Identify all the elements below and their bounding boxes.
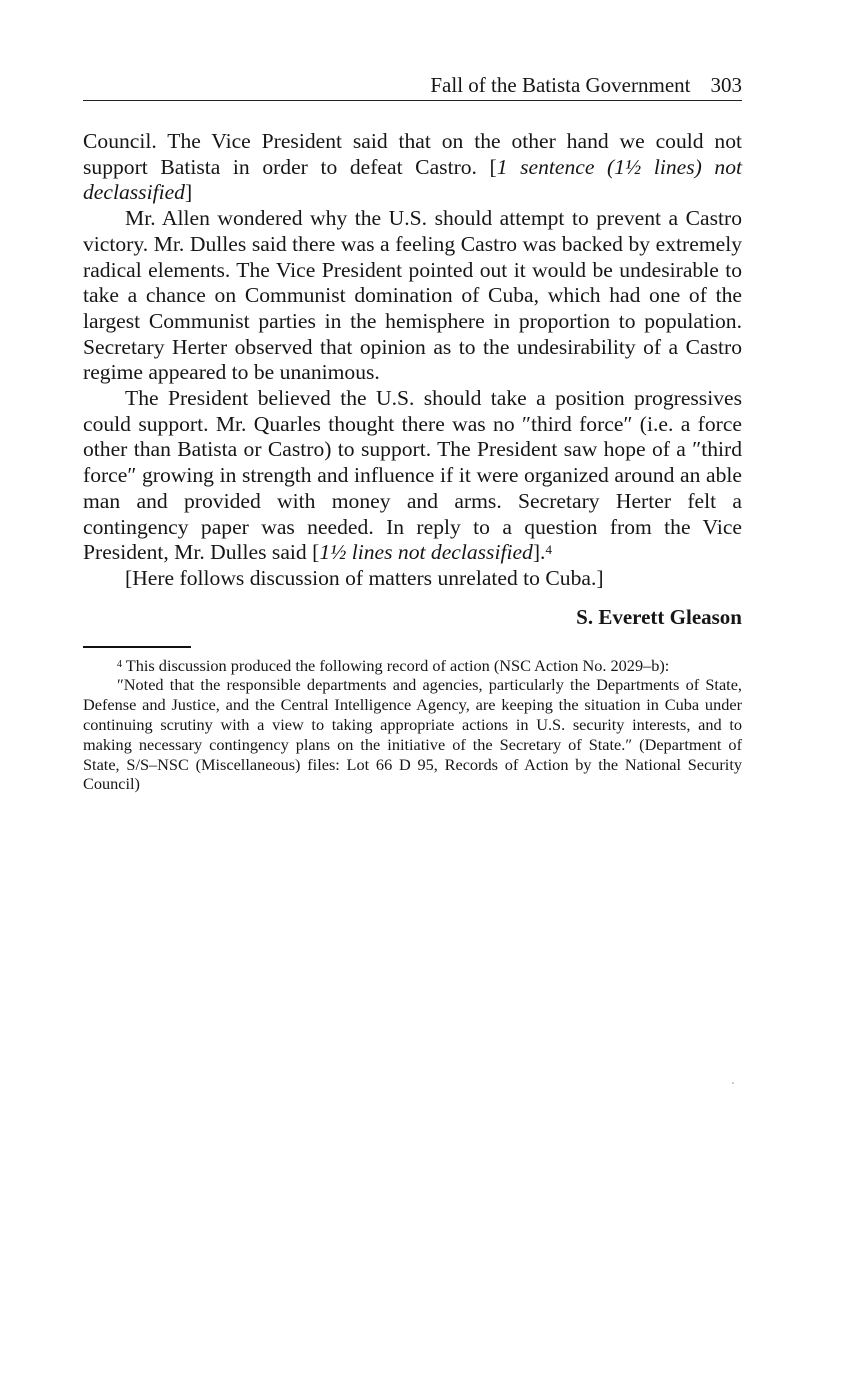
footnote-line-1 bbox=[83, 656, 742, 676]
footnote-reference: 4 bbox=[545, 542, 552, 558]
paragraph-3-text: The President believed the U.S. should take a position progressives could support. Mr. Quarles thought there was no ″third force″ (i.e. a force other than Batista or Castro) to support. The President saw hope of a ″third force″ growing in strength and influence if it were organized around an able man and provided with money and arms. Secretary Herter felt a contingency paper was needed. In reply to a question from the Vice President, Mr. Dulles said bbox=[83, 386, 742, 565]
redaction-note: 1½ lines not declassified bbox=[319, 540, 533, 565]
footnote bbox=[83, 656, 742, 795]
paragraph-1-text: Council. The Vice President said that on the other hand we could not support Batista in order to defeat Castro. bbox=[83, 129, 742, 179]
paragraph-1 bbox=[83, 129, 742, 206]
signature: S. Everett Gleason bbox=[576, 604, 742, 629]
footnote-marker: 4 bbox=[117, 658, 122, 670]
paragraph-3 bbox=[83, 386, 742, 566]
bracket-open: [ bbox=[489, 154, 497, 179]
body-text bbox=[83, 129, 742, 592]
running-title: Fall of the Batista Government bbox=[430, 73, 691, 97]
footnote-line-2: ″Noted that the responsible departments and agencies, particularly the Departments of State, Defense and Justice, and the Central Intelligence Agency, are keeping the situation in Cuba under continuing scrutiny with a view to taking appropriate actions in U.S. security interests, and to making necessary contingency plans on the initiative of the Secretary of State.″ (Department of State, S/S–NSC (Miscellaneous) files: Lot 66 D 95, Records of Action by the National Security Council) bbox=[83, 675, 742, 794]
page-number: 303 bbox=[710, 73, 742, 97]
bracket-close: ] bbox=[184, 180, 193, 205]
footnote-divider bbox=[83, 646, 191, 648]
running-header bbox=[83, 72, 742, 101]
scan-speck bbox=[732, 1082, 734, 1084]
document-page bbox=[83, 72, 742, 794]
redaction-note: 1 sentence (1½ lines) not declassified bbox=[83, 154, 742, 205]
bracket-close: ]. bbox=[532, 540, 546, 565]
footnote-intro: This discussion produced the following record of action (NSC Action No. 2029–b): bbox=[125, 655, 670, 675]
paragraph-2: Mr. Allen wondered why the U.S. should attempt to prevent a Castro victory. Mr. Dulles said there was a feeling Castro was backed by extremely radical elements. The Vice President pointed out it would be undesirable to take a chance on Communist domination of Cuba, which had one of the largest Communist parties in the hemisphere in proportion to population. Secretary Herter observed that opinion as to the undesirability of a Castro regime appeared to be unanimous. bbox=[83, 206, 742, 385]
bracket-open: [ bbox=[312, 540, 320, 565]
paragraph-4: [Here follows discussion of matters unrelated to Cuba.] bbox=[125, 565, 604, 590]
